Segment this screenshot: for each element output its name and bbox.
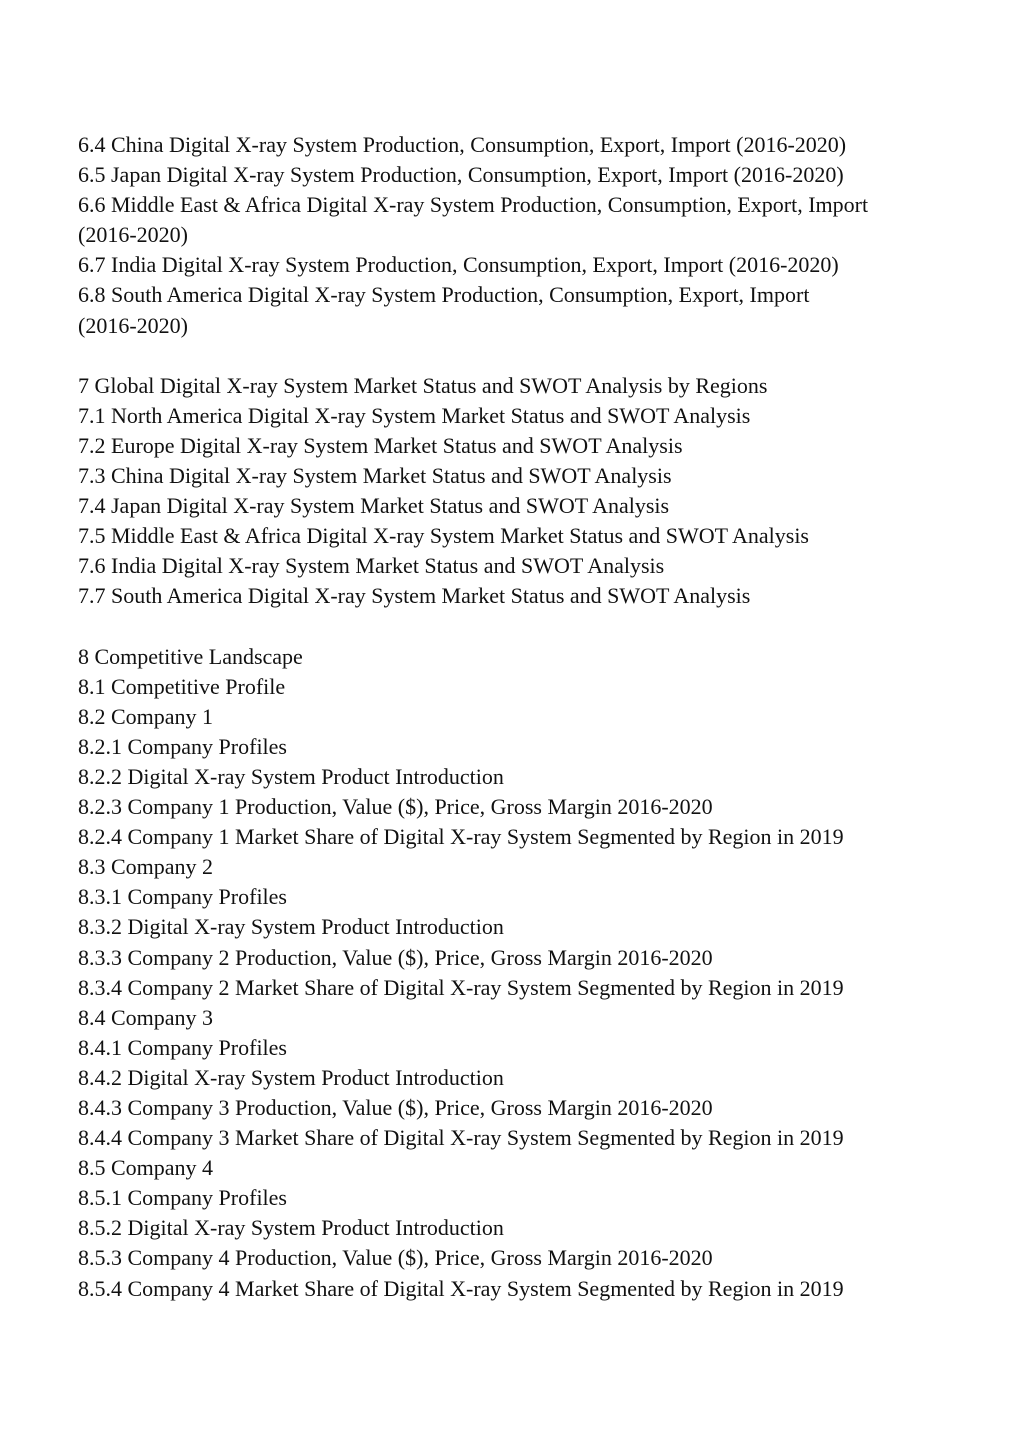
toc-line: 6.5 Japan Digital X-ray System Production, Consumption, Export, Import (2016-2020) (78, 162, 844, 188)
toc-line: 8.1 Competitive Profile (78, 673, 286, 699)
toc-line: 7.1 North America Digital X-ray System Market Status and SWOT Analysis (78, 402, 751, 428)
toc-line: 7.6 India Digital X-ray System Market Status and SWOT Analysis (78, 553, 665, 579)
toc-section-7 (78, 371, 958, 612)
section-spacer (78, 341, 958, 371)
toc-heading: 7 Global Digital X-ray System Market Status and SWOT Analysis by Regions (78, 372, 768, 398)
toc-line: (2016-2020) (78, 222, 188, 248)
toc-line: 7.4 Japan Digital X-ray System Market Status and SWOT Analysis (78, 493, 670, 519)
toc-line: 6.6 Middle East & Africa Digital X-ray System Production, Consumption, Export, Import (78, 192, 869, 218)
section-spacer (78, 612, 958, 642)
toc-line: 6.4 China Digital X-ray System Production, Consumption, Export, Import (2016-2020) (78, 132, 847, 157)
toc-line: 8.3.1 Company Profiles (78, 884, 287, 910)
toc-line: 8.5.4 Company 4 Market Share of Digital X-ray System Segmented by Region in 2019 (78, 1275, 844, 1301)
toc-section-8 (78, 642, 958, 1304)
toc-line: 8.2.1 Company Profiles (78, 733, 287, 759)
toc-line: 8.4.2 Digital X-ray System Product Introduction (78, 1064, 504, 1090)
toc-line: 8.5 Company 4 (78, 1155, 214, 1181)
toc-line: 8.2.3 Company 1 Production, Value ($), Price, Gross Margin 2016-2020 (78, 794, 713, 820)
toc-section-6 (78, 130, 958, 341)
toc-line: 7.3 China Digital X-ray System Market Status and SWOT Analysis (78, 463, 672, 489)
toc-line: 6.8 South America Digital X-ray System Production, Consumption, Export, Import (78, 282, 810, 308)
toc-heading: 8 Competitive Landscape (78, 643, 303, 669)
toc-line: 8.4.3 Company 3 Production, Value ($), Price, Gross Margin 2016-2020 (78, 1095, 713, 1120)
toc-line: 7.7 South America Digital X-ray System Market Status and SWOT Analysis (78, 583, 751, 609)
toc-line: 7.5 Middle East & Africa Digital X-ray System Market Status and SWOT Analysis (78, 523, 809, 549)
toc-line: 8.2.4 Company 1 Market Share of Digital X-ray System Segmented by Region in 2019 (78, 824, 844, 850)
toc-line: (2016-2020) (78, 312, 188, 338)
toc-line: 8.5.2 Digital X-ray System Product Introduction (78, 1215, 504, 1241)
toc-line: 8.4.1 Company Profiles (78, 1034, 287, 1060)
toc-line: 6.7 India Digital X-ray System Production, Consumption, Export, Import (2016-2020) (78, 252, 839, 278)
toc-line: 8.3.2 Digital X-ray System Product Introduction (78, 914, 504, 940)
toc-line: 8.2 Company 1 (78, 703, 214, 729)
toc-line: 8.3.4 Company 2 Market Share of Digital X-ray System Segmented by Region in 2019 (78, 974, 844, 1000)
toc-line: 8.4.4 Company 3 Market Share of Digital X-ray System Segmented by Region in 2019 (78, 1125, 844, 1151)
toc-line: 8.2.2 Digital X-ray System Product Introduction (78, 763, 504, 789)
toc-line: 7.2 Europe Digital X-ray System Market Status and SWOT Analysis (78, 432, 683, 458)
toc-line: 8.5.1 Company Profiles (78, 1185, 287, 1211)
toc-line: 8.3 Company 2 (78, 854, 214, 880)
toc-line: 8.5.3 Company 4 Production, Value ($), Price, Gross Margin 2016-2020 (78, 1245, 713, 1271)
document-page (78, 130, 958, 1304)
toc-line: 8.4 Company 3 (78, 1004, 214, 1030)
toc-line: 8.3.3 Company 2 Production, Value ($), Price, Gross Margin 2016-2020 (78, 944, 713, 970)
